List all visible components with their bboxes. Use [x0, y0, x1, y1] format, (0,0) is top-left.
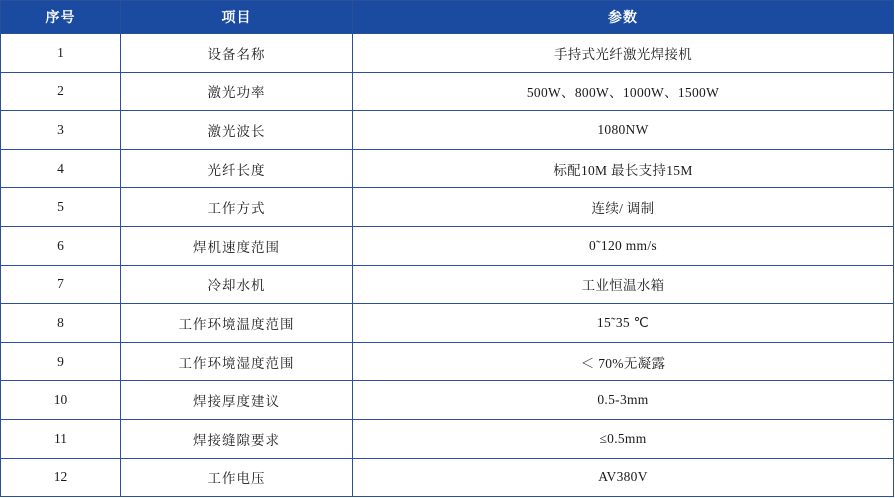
cell-param: 15˜35 ℃ — [353, 304, 894, 343]
table-row — [1, 419, 894, 458]
cell-item: 激光功率 — [121, 72, 353, 111]
table-header — [1, 1, 894, 34]
table-row — [1, 342, 894, 381]
table-row — [1, 381, 894, 420]
cell-param: 连续/ 调制 — [353, 188, 894, 227]
cell-index: 7 — [1, 265, 121, 304]
table-row — [1, 34, 894, 73]
table-row — [1, 188, 894, 227]
table-row — [1, 265, 894, 304]
cell-item: 工作环境湿度范围 — [121, 342, 353, 381]
cell-item: 冷却水机 — [121, 265, 353, 304]
table-body — [1, 34, 894, 497]
table-row — [1, 111, 894, 150]
cell-index: 4 — [1, 149, 121, 188]
cell-param: ＜ 70%无凝露 — [353, 342, 894, 381]
table-row — [1, 304, 894, 343]
cell-index: 2 — [1, 72, 121, 111]
cell-param: 工业恒温水箱 — [353, 265, 894, 304]
cell-param: AV380V — [353, 458, 894, 497]
cell-index: 5 — [1, 188, 121, 227]
cell-index: 12 — [1, 458, 121, 497]
table-row — [1, 458, 894, 497]
cell-item: 光纤长度 — [121, 149, 353, 188]
cell-param: 手持式光纤激光焊接机 — [353, 34, 894, 73]
cell-item: 激光波长 — [121, 111, 353, 150]
cell-index: 8 — [1, 304, 121, 343]
cell-index: 10 — [1, 381, 121, 420]
cell-param: 500W、800W、1000W、1500W — [353, 72, 894, 111]
column-header-item: 项目 — [121, 1, 353, 34]
column-header-index: 序号 — [1, 1, 121, 34]
table-row — [1, 149, 894, 188]
cell-param: 0.5-3mm — [353, 381, 894, 420]
cell-item: 焊接缝隙要求 — [121, 419, 353, 458]
cell-item: 设备名称 — [121, 34, 353, 73]
cell-index: 11 — [1, 419, 121, 458]
cell-param: 0˜120 mm/s — [353, 226, 894, 265]
table-row — [1, 226, 894, 265]
column-header-param: 参数 — [353, 1, 894, 34]
cell-item: 工作方式 — [121, 188, 353, 227]
cell-item: 焊接厚度建议 — [121, 381, 353, 420]
cell-param: 标配10M 最长支持15M — [353, 149, 894, 188]
cell-param: ≤0.5mm — [353, 419, 894, 458]
cell-item: 工作环境温度范围 — [121, 304, 353, 343]
cell-index: 6 — [1, 226, 121, 265]
cell-index: 9 — [1, 342, 121, 381]
cell-param: 1080NW — [353, 111, 894, 150]
cell-item: 工作电压 — [121, 458, 353, 497]
cell-item: 焊机速度范围 — [121, 226, 353, 265]
cell-index: 1 — [1, 34, 121, 73]
cell-index: 3 — [1, 111, 121, 150]
table-row — [1, 72, 894, 111]
table-header-row — [1, 1, 894, 34]
